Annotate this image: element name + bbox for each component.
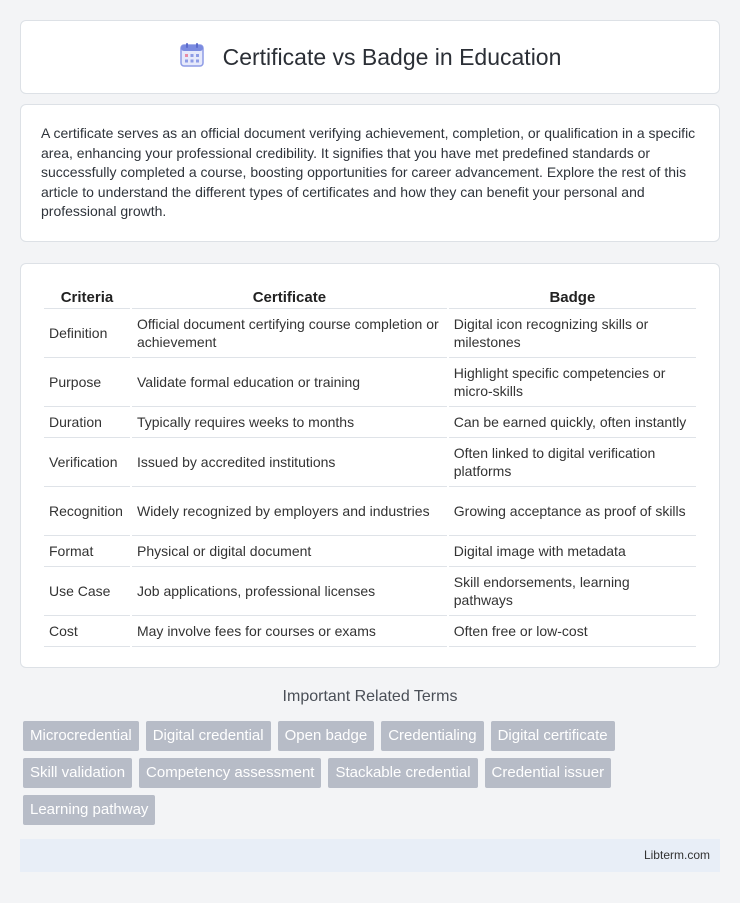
table-cell: Recognition [44,487,130,536]
related-terms-title: Important Related Terms [282,688,458,705]
table-row [44,358,696,407]
table-row [44,438,696,487]
table-cell: Validate formal education or training [132,358,447,407]
tag-microcredential[interactable]: Microcredential [23,721,139,751]
table-header-row [44,286,696,309]
footer [20,839,720,872]
header-certificate: Certificate [132,286,447,309]
footer-site-link[interactable]: Libterm.com [643,848,710,862]
table-cell: Growing acceptance as proof of skills [449,487,696,536]
tag-open-badge[interactable]: Open badge [278,721,375,751]
table-cell: Typically requires weeks to months [132,407,447,438]
table-cell: Job applications, professional licenses [132,567,447,616]
table-row [44,616,696,647]
table-cell: Official document certifying course completion or achievement [132,309,447,358]
tag-stackable-credential[interactable]: Stackable credential [328,758,477,788]
header-criteria: Criteria [44,286,130,309]
table-row [44,536,696,567]
intro-card [20,104,720,242]
table-cell: Purpose [44,358,130,407]
table-cell: Digital icon recognizing skills or milestones [449,309,696,358]
table-cell: Can be earned quickly, often instantly [449,407,696,438]
tag-credentialing[interactable]: Credentialing [381,721,483,751]
table-cell: Often free or low-cost [449,616,696,647]
table-cell: Often linked to digital verification platforms [449,438,696,487]
tag-competency-assessment[interactable]: Competency assessment [139,758,321,788]
table-row [44,309,696,358]
page-title: Certificate vs Badge in Education [222,43,562,70]
header-badge: Badge [449,286,696,309]
tag-credential-issuer[interactable]: Credential issuer [485,758,612,788]
tag-skill-validation[interactable]: Skill validation [23,758,132,788]
tag-digital-certificate[interactable]: Digital certificate [491,721,615,751]
table-cell: Skill endorsements, learning pathways [449,567,696,616]
table-cell: Physical or digital document [132,536,447,567]
table-row [44,487,696,536]
table-cell: Definition [44,309,130,358]
table-cell: Format [44,536,130,567]
related-terms-tags [23,721,703,825]
table-cell: Widely recognized by employers and industries [132,487,447,536]
tag-digital-credential[interactable]: Digital credential [146,721,271,751]
table-cell: Digital image with metadata [449,536,696,567]
table-cell: Highlight specific competencies or micro-skills [449,358,696,407]
tag-learning-pathway[interactable]: Learning pathway [23,795,155,825]
comparison-table-card [20,263,720,668]
table-cell: May involve fees for courses or exams [132,616,447,647]
table-cell: Duration [44,407,130,438]
table-cell: Use Case [44,567,130,616]
comparison-table [42,286,698,647]
table-cell: Issued by accredited institutions [132,438,447,487]
table-cell: Cost [44,616,130,647]
table-row [44,407,696,438]
table-row [44,567,696,616]
header-card [20,20,720,94]
intro-text: A certificate serves as an official document verifying achievement, completion, or qualification in a specific area, enhancing your professional credibility. It signifies that you have met predefined standards or successfully completed a course, boosting opportunities for career advancement. Explore the rest of this article to understand the different types of certificates and how they can benefit your personal and professional growth. [41,125,696,219]
table-cell: Verification [44,438,130,487]
calendar-icon [179,42,205,73]
